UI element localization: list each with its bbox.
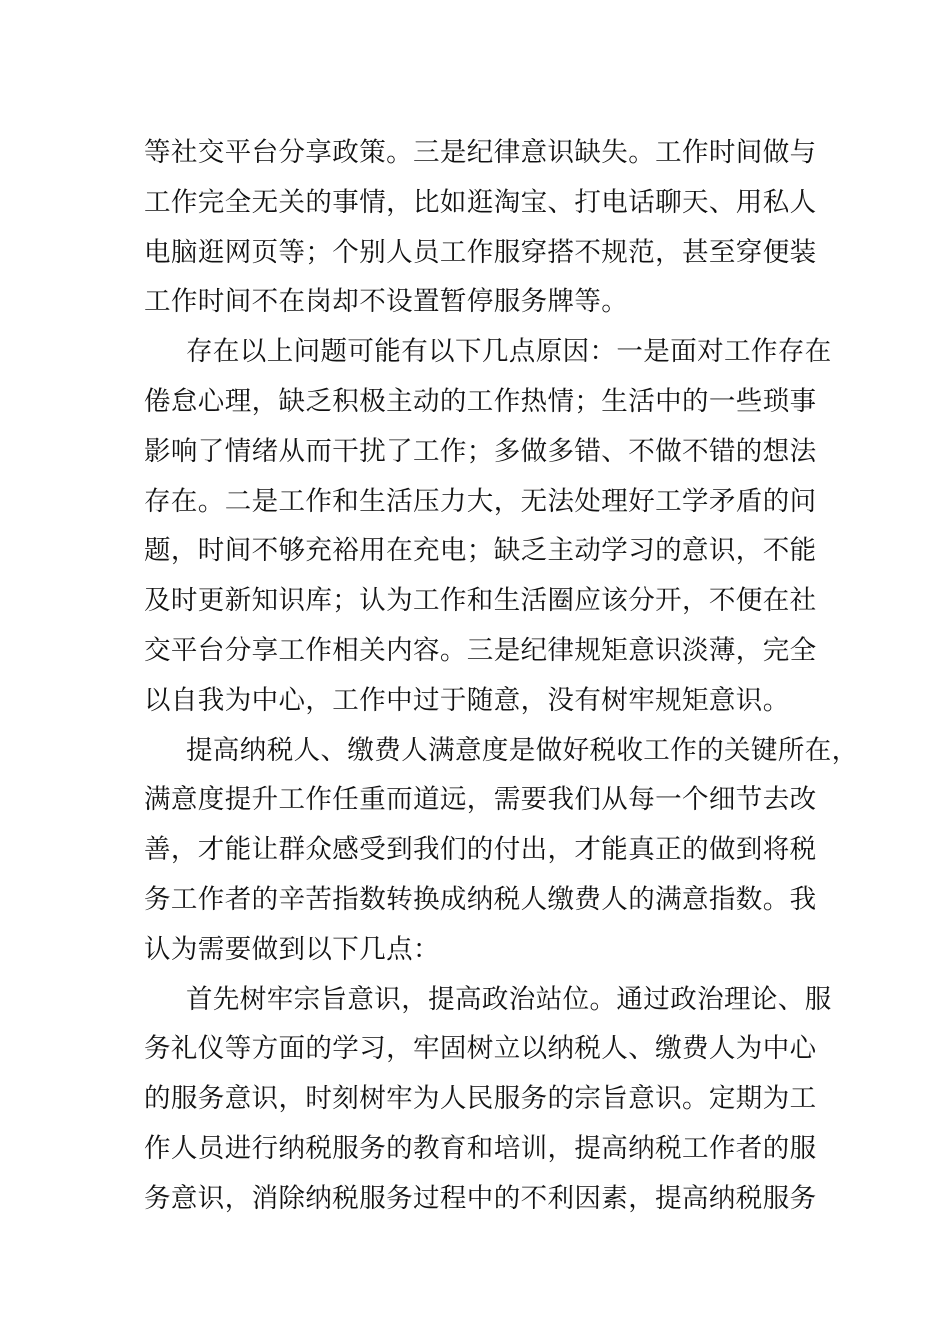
text-line: 务工作者的辛苦指数转换成纳税人缴费人的满意指数。我 [144, 883, 817, 915]
text-line: 作人员进行纳税服务的教育和培训，提高纳税工作者的服 [144, 1132, 817, 1164]
text-line: 存在。二是工作和生活压力大，无法处理好工学矛盾的问 [144, 485, 817, 517]
text-line: 倦怠心理，缺乏积极主动的工作热情；生活中的一些琐事 [144, 385, 817, 417]
text-line: 的服务意识，时刻树牢为人民服务的宗旨意识。定期为工 [144, 1083, 817, 1115]
text-line: 认为需要做到以下几点： [144, 933, 440, 965]
paragraph-start-line: 存在以上问题可能有以下几点原因：一是面对工作存在 [186, 336, 832, 368]
text-line: 务意识，消除纳税服务过程中的不利因素，提高纳税服务 [144, 1182, 817, 1214]
text-line: 工作时间不在岗却不设置暂停服务牌等。 [144, 286, 629, 318]
paragraph-start-line: 提高纳税人、缴费人满意度是做好税收工作的关键所在， [186, 734, 859, 766]
paragraph-start-line: 首先树牢宗旨意识，提高政治站位。通过政治理论、服 [186, 983, 832, 1015]
text-line: 务礼仪等方面的学习，牢固树立以纳税人、缴费人为中心 [144, 1033, 817, 1065]
text-line: 满意度提升工作任重而道远，需要我们从每一个细节去改 [144, 784, 817, 816]
text-line: 以自我为中心，工作中过于随意，没有树牢规矩意识。 [144, 684, 790, 716]
text-line: 善，才能让群众感受到我们的付出，才能真正的做到将税 [144, 834, 817, 866]
document-body [144, 128, 859, 1224]
text-line: 及时更新知识库；认为工作和生活圈应该分开，不便在社 [144, 585, 817, 617]
text-line: 影响了情绪从而干扰了工作；多做多错、不做不错的想法 [144, 435, 817, 467]
text-line: 题，时间不够充裕用在充电；缺乏主动学习的意识，不能 [144, 535, 817, 567]
text-line: 等社交平台分享政策。三是纪律意识缺失。工作时间做与 [144, 137, 817, 168]
text-line: 工作完全无关的事情，比如逛淘宝、打电话聊天、用私人 [144, 186, 817, 218]
text-line: 交平台分享工作相关内容。三是纪律规矩意识淡薄，完全 [144, 634, 817, 666]
text-line: 电脑逛网页等；个别人员工作服穿搭不规范，甚至穿便装 [144, 236, 817, 268]
